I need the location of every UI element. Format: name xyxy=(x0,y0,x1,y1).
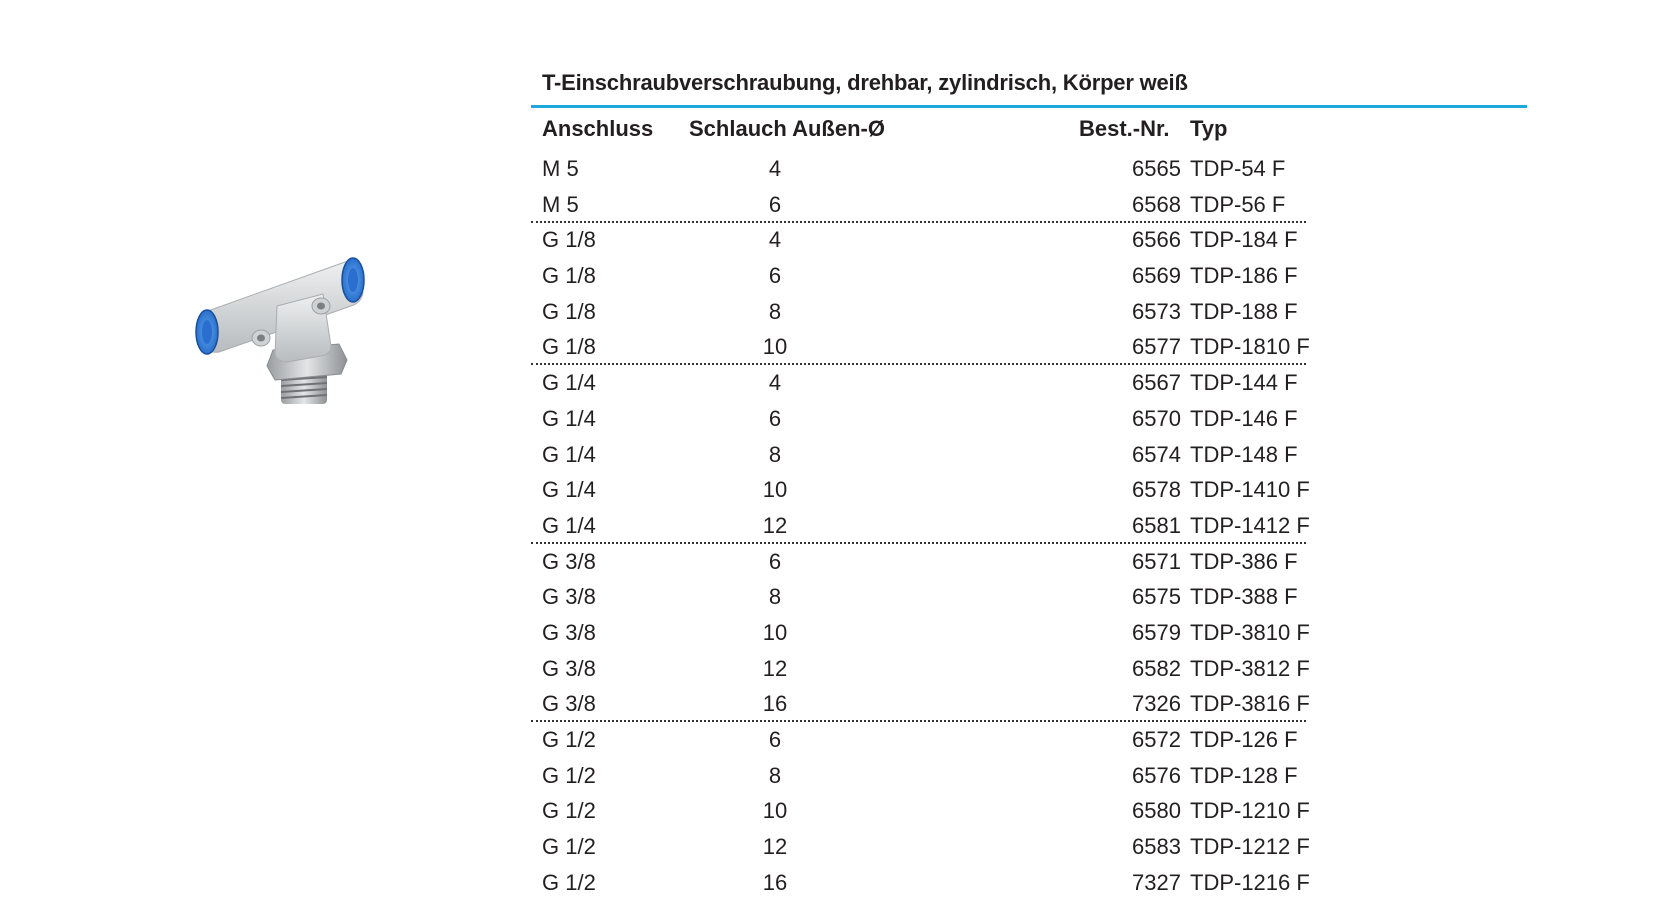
table-header xyxy=(531,116,1527,152)
cell-schlauch: 6 xyxy=(768,263,782,289)
cell-anschluss: G 1/8 xyxy=(542,298,596,324)
table-row xyxy=(531,509,1527,545)
cell-schlauch: 6 xyxy=(768,191,782,217)
table-row xyxy=(531,545,1527,581)
cell-bestnr: 6582 xyxy=(1132,655,1181,681)
cell-schlauch: 8 xyxy=(768,441,782,467)
cell-schlauch: 6 xyxy=(768,727,782,752)
cell-schlauch: 12 xyxy=(762,512,788,538)
cell-typ: TDP-1216 F xyxy=(1190,869,1310,895)
table-row xyxy=(531,188,1527,224)
cell-anschluss: G 1/2 xyxy=(542,727,596,752)
cell-schlauch: 4 xyxy=(768,156,782,181)
cell-bestnr: 6571 xyxy=(1132,548,1181,574)
cell-anschluss: G 1/2 xyxy=(542,762,596,788)
table-row xyxy=(531,794,1527,830)
cell-bestnr: 6573 xyxy=(1132,298,1181,324)
table-row xyxy=(531,830,1527,866)
table-row xyxy=(531,580,1527,616)
col-header-schlauch: Schlauch Außen-Ø xyxy=(689,116,885,141)
table-row xyxy=(531,438,1527,474)
col-header-bestnr: Best.-Nr. xyxy=(1079,116,1170,141)
cell-typ: TDP-56 F xyxy=(1190,191,1286,217)
t-fitting-push-in-icon xyxy=(195,250,380,435)
cell-anschluss: G 3/8 xyxy=(542,548,596,574)
cell-anschluss: M 5 xyxy=(542,191,579,217)
cell-typ: TDP-1410 F xyxy=(1190,477,1310,503)
cell-typ: TDP-3812 F xyxy=(1190,655,1310,681)
cell-anschluss: M 5 xyxy=(542,156,579,181)
cell-typ: TDP-388 F xyxy=(1190,584,1298,610)
cell-typ: TDP-188 F xyxy=(1190,298,1298,324)
cell-bestnr: 6580 xyxy=(1132,798,1181,824)
cell-schlauch: 10 xyxy=(762,619,788,645)
cell-schlauch: 16 xyxy=(762,869,788,895)
cell-typ: TDP-1212 F xyxy=(1190,834,1310,860)
cell-typ: TDP-148 F xyxy=(1190,441,1298,467)
cell-anschluss: G 1/4 xyxy=(542,405,596,431)
cell-bestnr: 6570 xyxy=(1132,405,1181,431)
cell-typ: TDP-144 F xyxy=(1190,370,1298,396)
cell-anschluss: G 3/8 xyxy=(542,691,596,717)
cell-schlauch: 6 xyxy=(768,548,782,574)
cell-anschluss: G 3/8 xyxy=(542,619,596,645)
product-title: T-Einschraubverschraubung, drehbar, zylindrisch, Körper weiß xyxy=(542,70,1188,95)
table-row xyxy=(531,259,1527,295)
cell-bestnr: 6565 xyxy=(1132,156,1181,181)
cell-typ: TDP-1810 F xyxy=(1190,334,1310,360)
cell-typ: TDP-386 F xyxy=(1190,548,1298,574)
table-row xyxy=(531,295,1527,331)
cell-anschluss: G 1/2 xyxy=(542,834,596,860)
cell-bestnr: 6567 xyxy=(1132,370,1181,396)
table-row xyxy=(531,402,1527,438)
cell-anschluss: G 1/8 xyxy=(542,334,596,360)
cell-anschluss: G 3/8 xyxy=(542,584,596,610)
cell-typ: TDP-184 F xyxy=(1190,227,1298,253)
product-catalog-table xyxy=(531,66,1527,901)
cell-typ: TDP-1412 F xyxy=(1190,512,1310,538)
cell-anschluss: G 1/4 xyxy=(542,370,596,396)
table-row xyxy=(531,866,1527,902)
table-row xyxy=(531,330,1527,366)
cell-anschluss: G 1/8 xyxy=(542,227,596,253)
cell-bestnr: 6568 xyxy=(1132,191,1181,217)
cell-schlauch: 4 xyxy=(768,227,782,253)
cell-bestnr: 6566 xyxy=(1132,227,1181,253)
cell-schlauch: 10 xyxy=(762,477,788,503)
cell-typ: TDP-186 F xyxy=(1190,263,1298,289)
cell-bestnr: 6577 xyxy=(1132,334,1181,360)
table-row xyxy=(531,616,1527,652)
table-row xyxy=(531,152,1527,188)
cell-schlauch: 10 xyxy=(762,798,788,824)
table-row xyxy=(531,652,1527,688)
title-rule xyxy=(531,105,1527,108)
table-row xyxy=(531,366,1527,402)
cell-bestnr: 6575 xyxy=(1132,584,1181,610)
cell-typ: TDP-54 F xyxy=(1190,156,1286,181)
table-row xyxy=(531,687,1527,723)
cell-bestnr: 6578 xyxy=(1132,477,1181,503)
cell-bestnr: 6574 xyxy=(1132,441,1181,467)
col-header-typ: Typ xyxy=(1190,116,1228,141)
cell-anschluss: G 3/8 xyxy=(542,655,596,681)
cell-schlauch: 12 xyxy=(762,655,788,681)
cell-anschluss: G 1/4 xyxy=(542,441,596,467)
cell-typ: TDP-1210 F xyxy=(1190,798,1310,824)
cell-bestnr: 6579 xyxy=(1132,619,1181,645)
table-row xyxy=(531,723,1527,759)
cell-schlauch: 8 xyxy=(768,762,782,788)
col-header-anschluss: Anschluss xyxy=(542,116,654,141)
cell-anschluss: G 1/2 xyxy=(542,869,596,895)
cell-typ: TDP-126 F xyxy=(1190,727,1298,752)
cell-bestnr: 6583 xyxy=(1132,834,1181,860)
cell-bestnr: 6576 xyxy=(1132,762,1181,788)
cell-schlauch: 12 xyxy=(762,834,788,860)
cell-schlauch: 4 xyxy=(768,370,782,396)
cell-anschluss: G 1/8 xyxy=(542,263,596,289)
cell-schlauch: 8 xyxy=(768,298,782,324)
cell-bestnr: 7326 xyxy=(1132,691,1181,717)
table-body xyxy=(531,152,1527,901)
cell-schlauch: 6 xyxy=(768,405,782,431)
cell-bestnr: 6581 xyxy=(1132,512,1181,538)
cell-schlauch: 16 xyxy=(762,691,788,717)
cell-schlauch: 8 xyxy=(768,584,782,610)
cell-typ: TDP-146 F xyxy=(1190,405,1298,431)
cell-typ: TDP-3816 F xyxy=(1190,691,1310,717)
cell-typ: TDP-128 F xyxy=(1190,762,1298,788)
table-row xyxy=(531,473,1527,509)
cell-bestnr: 7327 xyxy=(1132,869,1181,895)
table-row xyxy=(531,223,1527,259)
cell-anschluss: G 1/4 xyxy=(542,477,596,503)
cell-anschluss: G 1/2 xyxy=(542,798,596,824)
cell-bestnr: 6569 xyxy=(1132,263,1181,289)
cell-bestnr: 6572 xyxy=(1132,727,1181,752)
cell-anschluss: G 1/4 xyxy=(542,512,596,538)
table-row xyxy=(531,759,1527,795)
cell-typ: TDP-3810 F xyxy=(1190,619,1310,645)
cell-schlauch: 10 xyxy=(762,334,788,360)
